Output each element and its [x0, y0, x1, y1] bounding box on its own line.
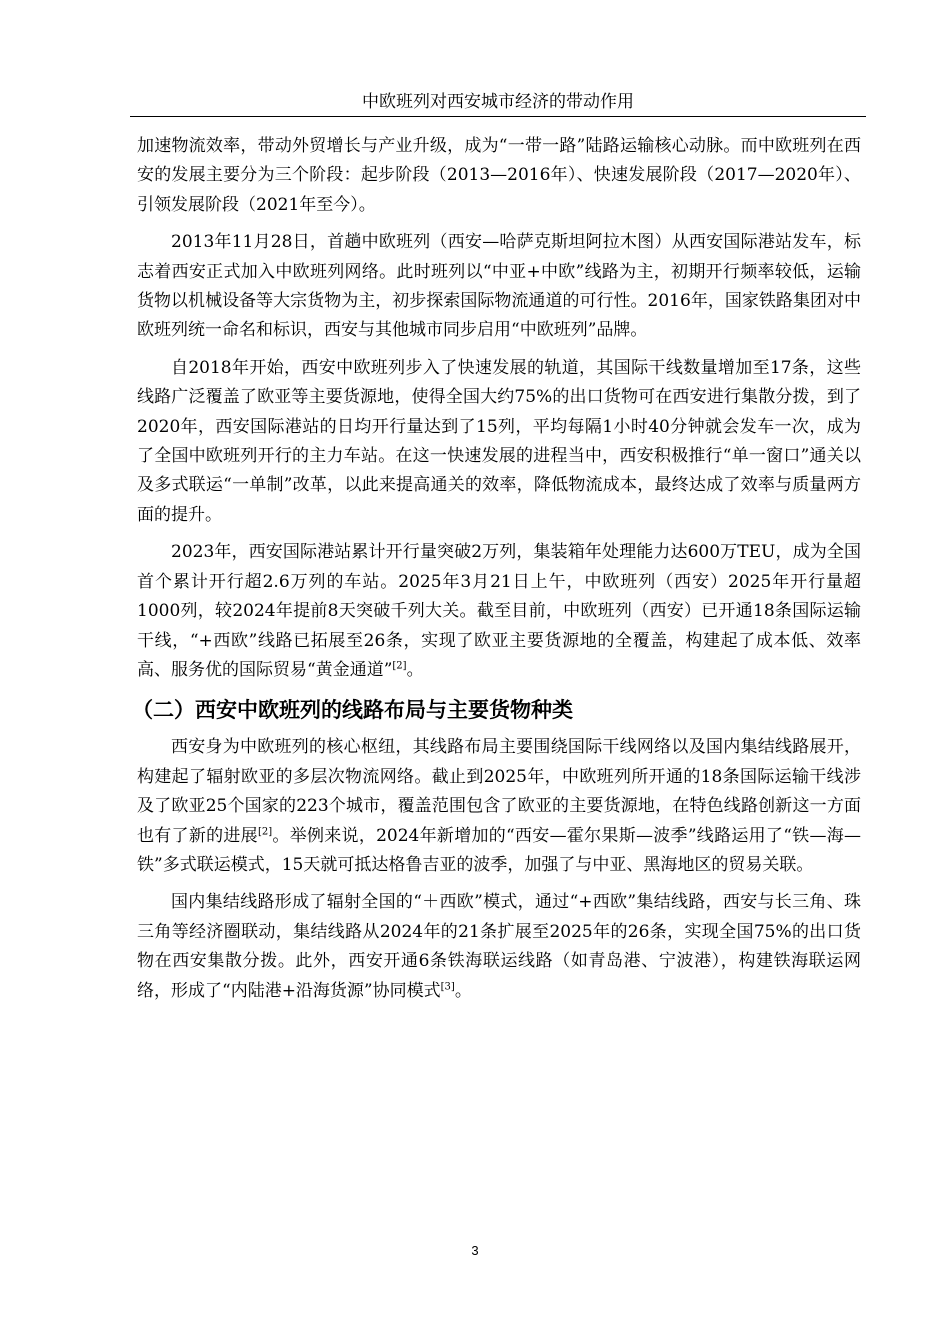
header-rule	[130, 116, 866, 117]
paragraph-text-tail: 。	[454, 980, 472, 1001]
citation-marker[interactable]: [3]	[440, 980, 455, 992]
paragraph-text-tail: 。	[406, 659, 424, 680]
page-number: 3	[471, 1243, 479, 1258]
document-body	[132, 132, 861, 1014]
paragraph-text: 2023年，西安国际港站累计开行量突破2万列，集装箱年处理能力达600万TEU，成为全国首个累计开行超2.6万列的车站。2025年3月21日上午，中欧班列（西安）2025年开行量超1000列，较2024年提前8天突破千列大关。截至目前，中欧班列（西安）已开通18条国际运输干线，“+西欧”线路已拓展至26条，实现了欧亚主要货源地的全覆盖，构建起了成本低、效率高、服务优的国际贸易“黄金通道”	[137, 542, 861, 680]
citation-marker[interactable]: [2]	[257, 825, 273, 837]
paragraph-text: 加速物流效率，带动外贸增长与产业升级，成为“一带一路”陆路运输核心动脉。而中欧班列在西安的发展主要分为三个阶段：起步阶段（2013—2016年）、快速发展阶段（2017—2020年）、引领发展阶段（2021年至今）。	[137, 136, 861, 215]
paragraph-first-train	[137, 228, 861, 346]
paragraph-continuation	[137, 132, 861, 220]
running-header: 中欧班列对西安城市经济的带动作用	[362, 92, 634, 112]
paragraph-text: 2013年11月28日，首趟中欧班列（西安—哈萨克斯坦阿拉木图）从西安国际港站发车，标志着西安正式加入中欧班列网络。此时班列以“中亚+中欧”线路为主，初期开行频率较低，运输货物以机械设备等大宗货物为主，初步探索国际物流通道的可行性。2016年，国家铁路集团对中欧班列统一命名和标识，西安与其他城市同步启用“中欧班列”品牌。	[137, 232, 861, 341]
citation-marker[interactable]: [2]	[392, 660, 407, 672]
paragraph-route-layout	[137, 733, 861, 880]
paragraph-text-tail: 。举例来说，2024年新增加的“西安—霍尔果斯—波季”线路运用了“铁—海—铁”多式联运模式，15天就可抵达格鲁吉亚的波季，加强了与中亚、黑海地区的贸易关联。	[137, 825, 861, 875]
paragraph-text: 西安身为中欧班列的核心枢纽，其线路布局主要围绕国际干线网络以及国内集结线路展开，构建起了辐射欧亚的多层次物流网络。截止到2025年，中欧班列所开通的18条国际运输干线涉及了欧亚25个国家的223个城市，覆盖范围包含了欧亚的主要货源地，在特色线路创新这一方面也有了新的进展	[137, 737, 861, 846]
paragraph-text: 国内集结线路形成了辐射全国的“＋西欧”模式，通过“+西欧”集结线路，西安与长三角、珠三角等经济圈联动，集结线路从2024年的21条扩展至2025年的26条，实现全国75%的出口货物在西安集散分拨。此外，西安开通6条铁海联运线路（如青岛港、宁波港），构建铁海联运网络，形成了“内陆港+沿海货源”协同模式	[137, 892, 861, 1001]
paragraph-rapid-development	[137, 354, 861, 530]
paragraph-leading-development	[137, 538, 861, 685]
paragraph-domestic-routes	[137, 888, 861, 1006]
paragraph-text: 自2018年开始，西安中欧班列步入了快速发展的轨道，其国际干线数量增加至17条，这些线路广泛覆盖了欧亚等主要货源地，使得全国大约75%的出口货物可在西安进行集散分拨，到了2020年，西安国际港站的日均开行量达到了15列，平均每隔1小时40分钟就会发车一次，成为了全国中欧班列开行的主力车站。在这一快速发展的进程当中，西安积极推行“单一窗口”通关以及多式联运“一单制”改革，以此来提高通关的效率，降低物流成本，最终达成了效率与质量两方面的提升。	[137, 357, 861, 525]
section-heading: （二）西安中欧班列的线路布局与主要货物种类	[132, 698, 573, 723]
